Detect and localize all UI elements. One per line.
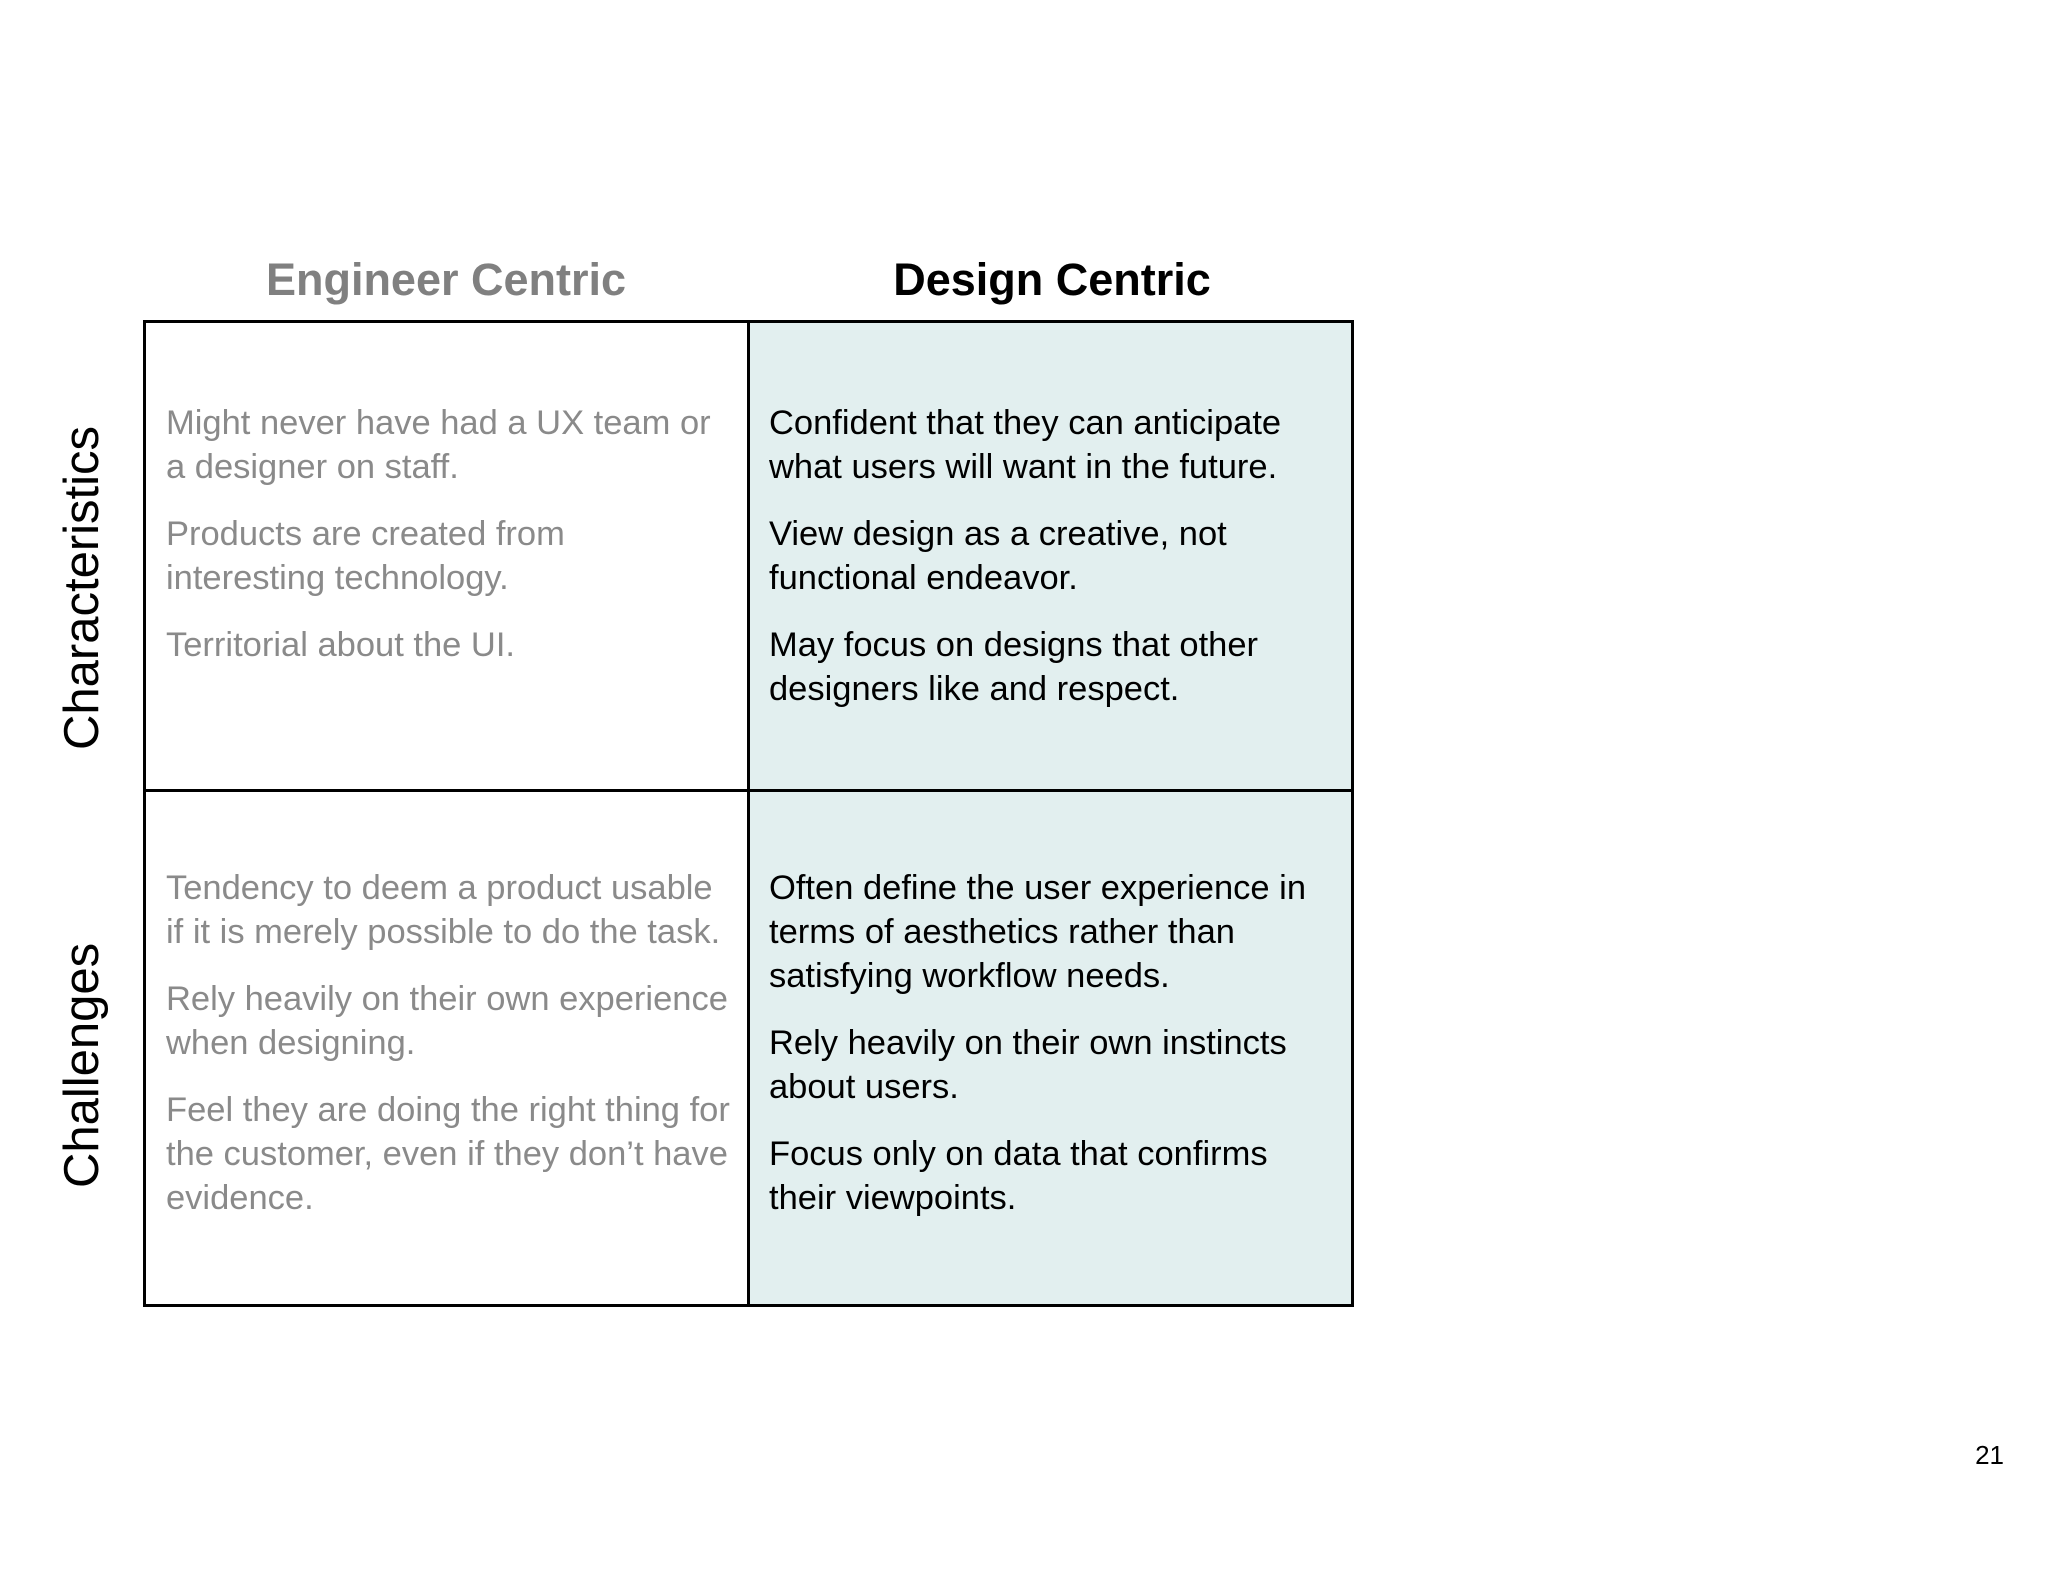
- list-item: May focus on designs that other designers like and respect.: [769, 626, 1259, 708]
- list-item: Focus only on data that confirms their viewpoints.: [769, 1135, 1268, 1217]
- cell-challenges-engineer: [146, 790, 749, 1304]
- list-item: Feel they are doing the right thing for the customer, even if they don’t have evidence.: [166, 1091, 730, 1217]
- list-item: Rely heavily on their own experience when designing.: [166, 980, 728, 1062]
- row-label-challenges: Challenges: [55, 942, 109, 1188]
- column-header-engineer-centric: Engineer Centric: [265, 254, 627, 305]
- column-header-design-centric: Design Centric: [893, 254, 1211, 305]
- cell-characteristics-design: [749, 323, 1351, 790]
- list-item: Might never have had a UX team or a designer on staff.: [166, 404, 711, 486]
- list-item: View design as a creative, not functional endeavor.: [769, 515, 1227, 597]
- list-item: Confident that they can anticipate what users will want in the future.: [769, 404, 1282, 486]
- comparison-matrix: [143, 320, 1354, 1307]
- column-divider: [747, 323, 750, 1304]
- page-number: 21: [1975, 1440, 2004, 1470]
- list-item: Tendency to deem a product usable if it is merely possible to do the task.: [166, 869, 721, 951]
- row-divider: [146, 789, 1351, 792]
- list-item: Often define the user experience in terms of aesthetics rather than satisfying workflow needs.: [769, 869, 1307, 995]
- cell-challenges-design: [749, 790, 1351, 1304]
- row-label-characteristics: Characteristics: [55, 425, 109, 750]
- cell-characteristics-engineer: [146, 323, 749, 790]
- list-item: Rely heavily on their own instincts about users.: [769, 1024, 1287, 1106]
- list-item: Products are created from interesting technology.: [166, 515, 565, 597]
- list-item: Territorial about the UI.: [166, 626, 515, 664]
